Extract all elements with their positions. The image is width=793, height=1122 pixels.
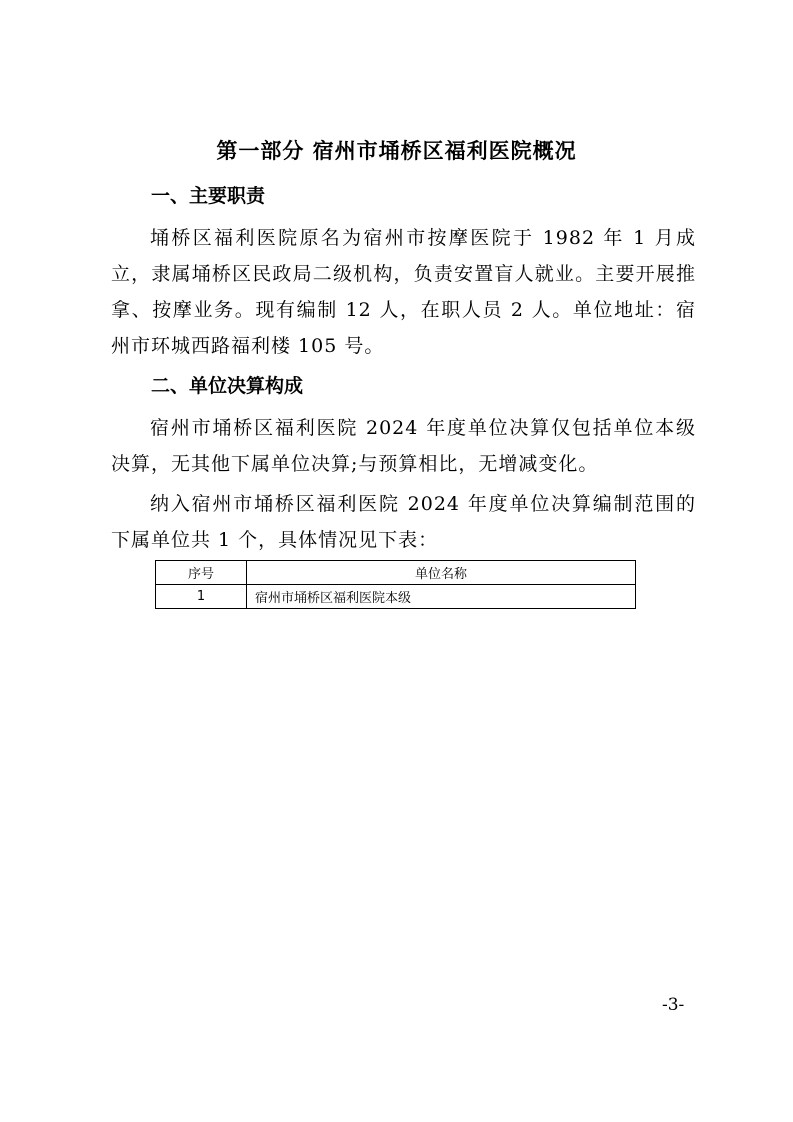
cell-unit-name: 宿州市埇桥区福利医院本级: [247, 585, 636, 609]
page-title: 第一部分 宿州市埇桥区福利医院概况: [216, 139, 577, 163]
column-header-unit-name: 单位名称: [247, 561, 636, 585]
duties-paragraph: 埇桥区福利医院原名为宿州市按摩医院于 1982 年 1 月成立，隶属埇桥区民政局二级机构，负责安置盲人就业。主要开展推拿、按摩业务。现有编制 12 人，在职人员 2 人。单位地址：宿州市环城西路福利楼 105 号。: [111, 227, 696, 357]
budget-composition-paragraph-2: 纳入宿州市埇桥区福利医院 2024 年度单位决算编制范围的下属单位共 1 个，具体情况见下表：: [111, 493, 696, 551]
column-header-serial-number: 序号: [156, 561, 247, 585]
table-row: [156, 585, 636, 609]
page-number: -3-: [662, 995, 685, 1015]
table-header-row: [156, 561, 636, 585]
section-heading-duties: 一、主要职责: [151, 185, 266, 207]
cell-serial-number: 1: [156, 585, 247, 609]
section-heading-budget-composition: 二、单位决算构成: [151, 375, 304, 397]
subordinate-units-table: [155, 560, 636, 609]
budget-composition-paragraph-1: 宿州市埇桥区福利医院 2024 年度单位决算仅包括单位本级决算，无其他下属单位决算;与预算相比，无增减变化。: [111, 417, 696, 475]
